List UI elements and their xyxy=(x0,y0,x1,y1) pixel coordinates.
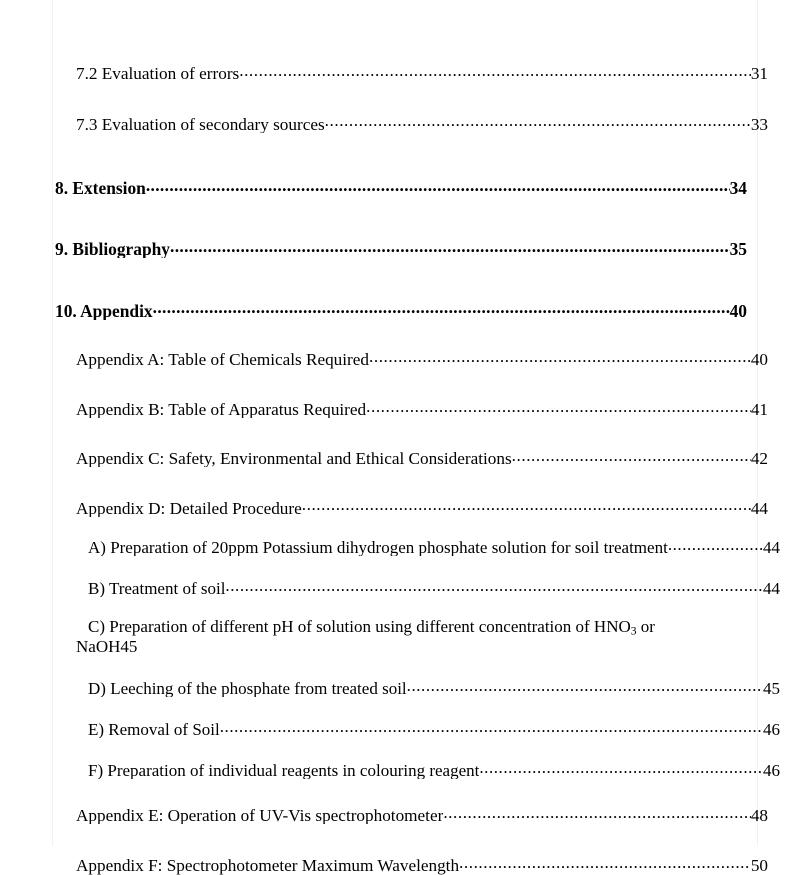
toc-entry[interactable] xyxy=(88,718,780,738)
toc-entry[interactable] xyxy=(76,112,768,132)
toc-entry-title-line2: NaOH xyxy=(76,636,121,656)
toc-entry-page-number: 40 xyxy=(729,300,747,321)
toc-entry[interactable] xyxy=(88,577,780,597)
dot-leader xyxy=(443,804,751,821)
toc-entry[interactable] xyxy=(55,238,747,259)
toc-entry-page-number: 48 xyxy=(750,805,768,825)
toc-entry-title: E) Removal of Soil xyxy=(88,720,220,738)
dot-leader xyxy=(407,677,763,694)
dot-leader xyxy=(153,299,730,316)
toc-entry-page-number: 44 xyxy=(750,498,768,518)
dot-leader xyxy=(512,447,751,464)
toc-entry[interactable] xyxy=(76,496,768,516)
toc-entry[interactable] xyxy=(88,759,780,779)
toc-entry-title: D) Leeching of the phosphate from treated soil xyxy=(88,679,407,697)
dot-leader xyxy=(146,177,730,194)
toc-entry-title: F) Preparation of individual reagents in colouring reagent xyxy=(88,761,480,779)
toc-entry-page-number: 45 xyxy=(120,636,138,656)
toc-entry-title: Appendix D: Detailed Procedure xyxy=(76,499,302,517)
dot-leader xyxy=(170,238,730,255)
toc-entry-page-number: 46 xyxy=(763,719,780,739)
dot-leader xyxy=(668,536,763,553)
toc-entry-title: Appendix B: Table of Apparatus Required xyxy=(76,400,367,418)
toc-entry[interactable] xyxy=(76,854,768,874)
toc-entry-title: Appendix E: Operation of UV-Vis spectrophotometer xyxy=(76,806,444,825)
toc-entry-title-line1: C) Preparation of different pH of solution using different concentration of $HNO_3$ or xyxy=(88,616,655,638)
toc-entry-title: Appendix A: Table of Chemicals Required xyxy=(76,351,369,369)
dot-leader xyxy=(459,854,751,871)
toc-entry-page-number: 50 xyxy=(750,856,768,875)
toc-entry[interactable] xyxy=(55,299,747,320)
toc-entry-page-number: 41 xyxy=(750,399,768,419)
toc-entry[interactable] xyxy=(76,804,768,824)
toc-entry-page-number: 44 xyxy=(763,578,780,598)
toc-entry-title: Appendix C: Safety, Environmental and Ethical Considerations xyxy=(76,450,512,468)
toc-entry[interactable] xyxy=(76,398,768,418)
toc-entry[interactable] xyxy=(76,348,768,368)
dot-leader xyxy=(366,398,751,415)
toc-entry[interactable] xyxy=(76,62,768,82)
table-of-contents xyxy=(55,62,780,875)
toc-entry-page-number: 46 xyxy=(763,760,780,780)
toc-entry-page-number: 33 xyxy=(750,114,768,134)
toc-entry-title: 8. Extension xyxy=(55,180,146,198)
toc-entry-title: 7.2 Evaluation of errors xyxy=(76,65,240,83)
toc-entry-title: 9. Bibliography xyxy=(55,240,171,259)
subscript: 3 xyxy=(630,624,637,638)
toc-entry-page-number: 35 xyxy=(729,238,747,259)
toc-entry-title: 7.3 Evaluation of secondary sources xyxy=(76,115,325,133)
toc-entry[interactable] xyxy=(88,677,780,697)
toc-entry-page-number: 34 xyxy=(729,178,747,199)
toc-entry-title: 10. Appendix xyxy=(55,302,153,321)
dot-leader xyxy=(239,62,751,79)
dot-leader xyxy=(225,577,763,594)
toc-entry-title: Appendix F: Spectrophotometer Maximum Wavelength xyxy=(76,857,460,875)
toc-entry[interactable] xyxy=(76,617,747,657)
toc-entry-page-number: 44 xyxy=(763,537,780,557)
dot-leader xyxy=(302,496,751,513)
dot-leader xyxy=(220,718,763,735)
dot-leader xyxy=(369,348,751,365)
dot-leader xyxy=(479,759,763,776)
toc-entry-page-number: 31 xyxy=(750,64,768,84)
toc-entry-title: B) Treatment of soil xyxy=(88,579,226,597)
dot-leader xyxy=(325,112,751,129)
toc-entry[interactable] xyxy=(55,177,747,198)
toc-entry[interactable] xyxy=(76,447,768,467)
toc-entry-page-number: 40 xyxy=(750,350,768,370)
toc-entry-title: A) Preparation of 20ppm Potassium dihydrogen phosphate solution for soil treatment xyxy=(88,538,668,556)
page-left-edge-artifact xyxy=(52,0,53,846)
toc-entry-page-number: 42 xyxy=(750,449,768,469)
toc-entry-page-number: 45 xyxy=(763,678,780,698)
toc-entry[interactable] xyxy=(88,536,780,556)
